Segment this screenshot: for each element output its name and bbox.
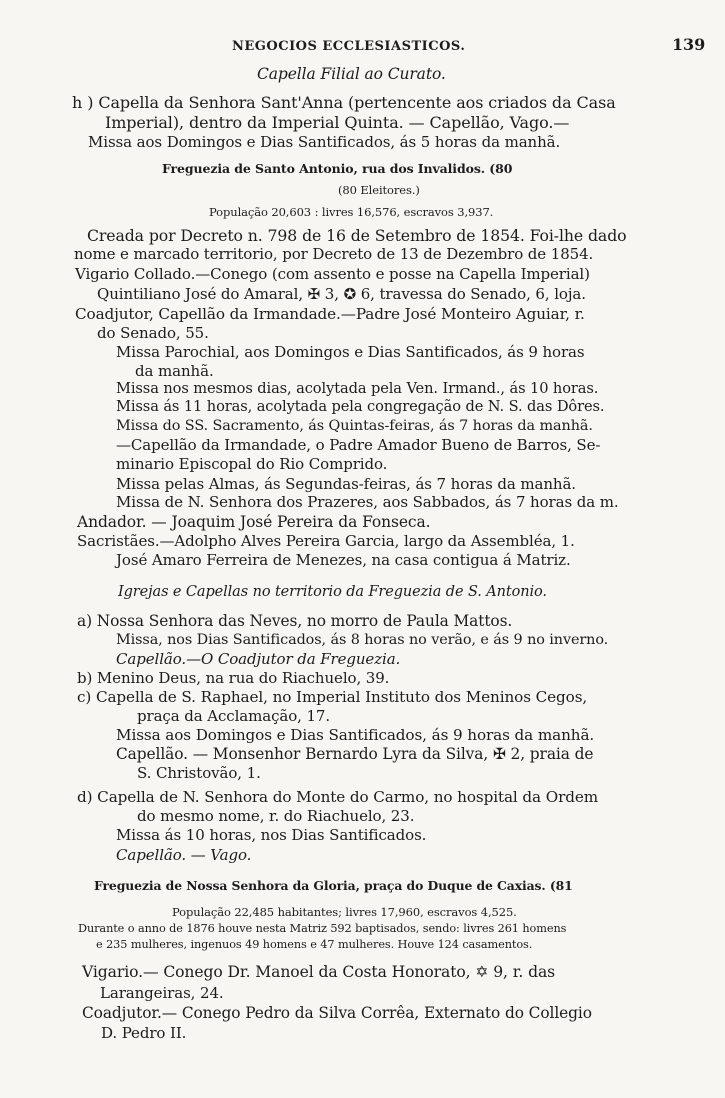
section-title-igrejas: Igrejas e Capellas no territorio da Freguezia de S. Antonio. bbox=[118, 584, 547, 600]
text-line: c) Capella de S. Raphael, no Imperial Instituto dos Meninos Cegos, bbox=[77, 688, 588, 706]
text-line: Capellão. — Vago. bbox=[116, 846, 252, 864]
text-line: h ) Capella da Senhora Sant'Anna (pertencente aos criados da Casa bbox=[72, 93, 616, 112]
text-line: Coadjutor, Capellão da Irmandade.—Padre José Monteiro Aguiar, r. bbox=[75, 305, 585, 323]
text-line: Larangeiras, 24. bbox=[100, 984, 224, 1002]
text-line: b) Menino Deus, na rua do Riachuelo, 39. bbox=[77, 669, 390, 687]
population-line: População 22,485 habitantes; livres 17,960, escravos 4,525. bbox=[172, 905, 517, 919]
text-line: praça da Acclamação, 17. bbox=[137, 707, 331, 725]
parish-heading-gloria: Freguezia de Nossa Senhora da Gloria, praça do Duque de Caxias. (81 bbox=[94, 878, 573, 893]
text-line: Missa aos Domingos e Dias Santificados, ás 9 horas da manhã. bbox=[116, 726, 595, 744]
text-line: a) Nossa Senhora das Neves, no morro de Paula Mattos. bbox=[77, 612, 513, 630]
section-title-capella-filial: Capella Filial ao Curato. bbox=[257, 65, 446, 83]
text-line: Coadjutor.— Conego Pedro da Silva Corrêa, Externato do Collegio bbox=[82, 1004, 592, 1022]
page-number: 139 bbox=[672, 35, 706, 54]
text-line: Missa de N. Senhora dos Prazeres, aos Sabbados, ás 7 horas da m. bbox=[116, 493, 619, 511]
population-line: População 20,603 : livres 16,576, escravos 3,937. bbox=[209, 205, 494, 219]
text-line: da manhã. bbox=[135, 362, 214, 380]
text-line: Creada por Decreto n. 798 de 16 de Setembro de 1854. Foi-lhe dado bbox=[87, 226, 627, 245]
text-line: Missa pelas Almas, ás Segundas-feiras, ás 7 horas da manhã. bbox=[116, 475, 576, 493]
text-line: Quintiliano José do Amaral, ✠ 3, ✪ 6, travessa do Senado, 6, loja. bbox=[97, 285, 586, 303]
text-line: e 235 mulheres, ingenuos 49 homens e 47 mulheres. Houve 124 casamentos. bbox=[96, 938, 533, 951]
parish-heading-santo-antonio: Freguezia de Santo Antonio, rua dos Invalidos. (80 bbox=[162, 161, 513, 176]
text-line: nome e marcado territorio, por Decreto de 13 de Dezembro de 1854. bbox=[74, 245, 594, 263]
text-line: D. Pedro II. bbox=[101, 1024, 187, 1042]
text-line: Imperial), dentro da Imperial Quinta. — Capellão, Vago.— bbox=[105, 113, 570, 132]
text-line: Missa nos mesmos dias, acolytada pela Ven. Irmand., ás 10 horas. bbox=[116, 380, 599, 397]
text-line: Missa do SS. Sacramento, ás Quintas-feiras, ás 7 horas da manhã. bbox=[116, 418, 593, 434]
text-line: Andador. — Joaquim José Pereira da Fonseca. bbox=[77, 513, 431, 531]
text-line: Missa aos Domingos e Dias Santificados, ás 5 horas da manhã. bbox=[88, 133, 561, 151]
electors-count: (80 Eleitores.) bbox=[338, 183, 420, 197]
text-line: d) Capella de N. Senhora do Monte do Carmo, no hospital da Ordem bbox=[77, 788, 599, 806]
text-line: Missa Parochial, aos Domingos e Dias Santificados, ás 9 horas bbox=[116, 343, 585, 361]
running-title: NEGOCIOS ECCLESIASTICOS. bbox=[232, 39, 466, 54]
text-line: Vigario Collado.—Conego (com assento e posse na Capella Imperial) bbox=[75, 265, 590, 283]
text-line: Missa ás 11 horas, acolytada pela congregação de N. S. das Dôres. bbox=[116, 398, 605, 415]
text-line: Sacristães.—Adolpho Alves Pereira Garcia, largo da Assembléa, 1. bbox=[77, 532, 575, 550]
text-line: do mesmo nome, r. do Riachuelo, 23. bbox=[137, 807, 415, 825]
text-line: Missa, nos Dias Santificados, ás 8 horas no verão, e ás 9 no inverno. bbox=[116, 632, 609, 648]
text-line: Vigario.— Conego Dr. Manoel da Costa Honorato, ✡ 9, r. das bbox=[82, 963, 556, 981]
text-line: do Senado, 55. bbox=[97, 324, 209, 342]
text-line: José Amaro Ferreira de Menezes, na casa contigua á Matriz. bbox=[116, 551, 571, 569]
text-line: Missa ás 10 horas, nos Dias Santificados. bbox=[116, 826, 427, 844]
text-line: Capellão. — Monsenhor Bernardo Lyra da Silva, ✠ 2, praia de bbox=[116, 745, 594, 763]
text-line: minario Episcopal do Rio Comprido. bbox=[116, 455, 388, 473]
text-line: S. Christovão, 1. bbox=[137, 764, 261, 782]
text-line: Capellão.—O Coadjutor da Freguezia. bbox=[116, 650, 401, 668]
text-line: —Capellão da Irmandade, o Padre Amador Bueno de Barros, Se- bbox=[116, 436, 601, 454]
text-line: Durante o anno de 1876 houve nesta Matriz 592 baptisados, sendo: livres 261 homens bbox=[78, 922, 567, 935]
